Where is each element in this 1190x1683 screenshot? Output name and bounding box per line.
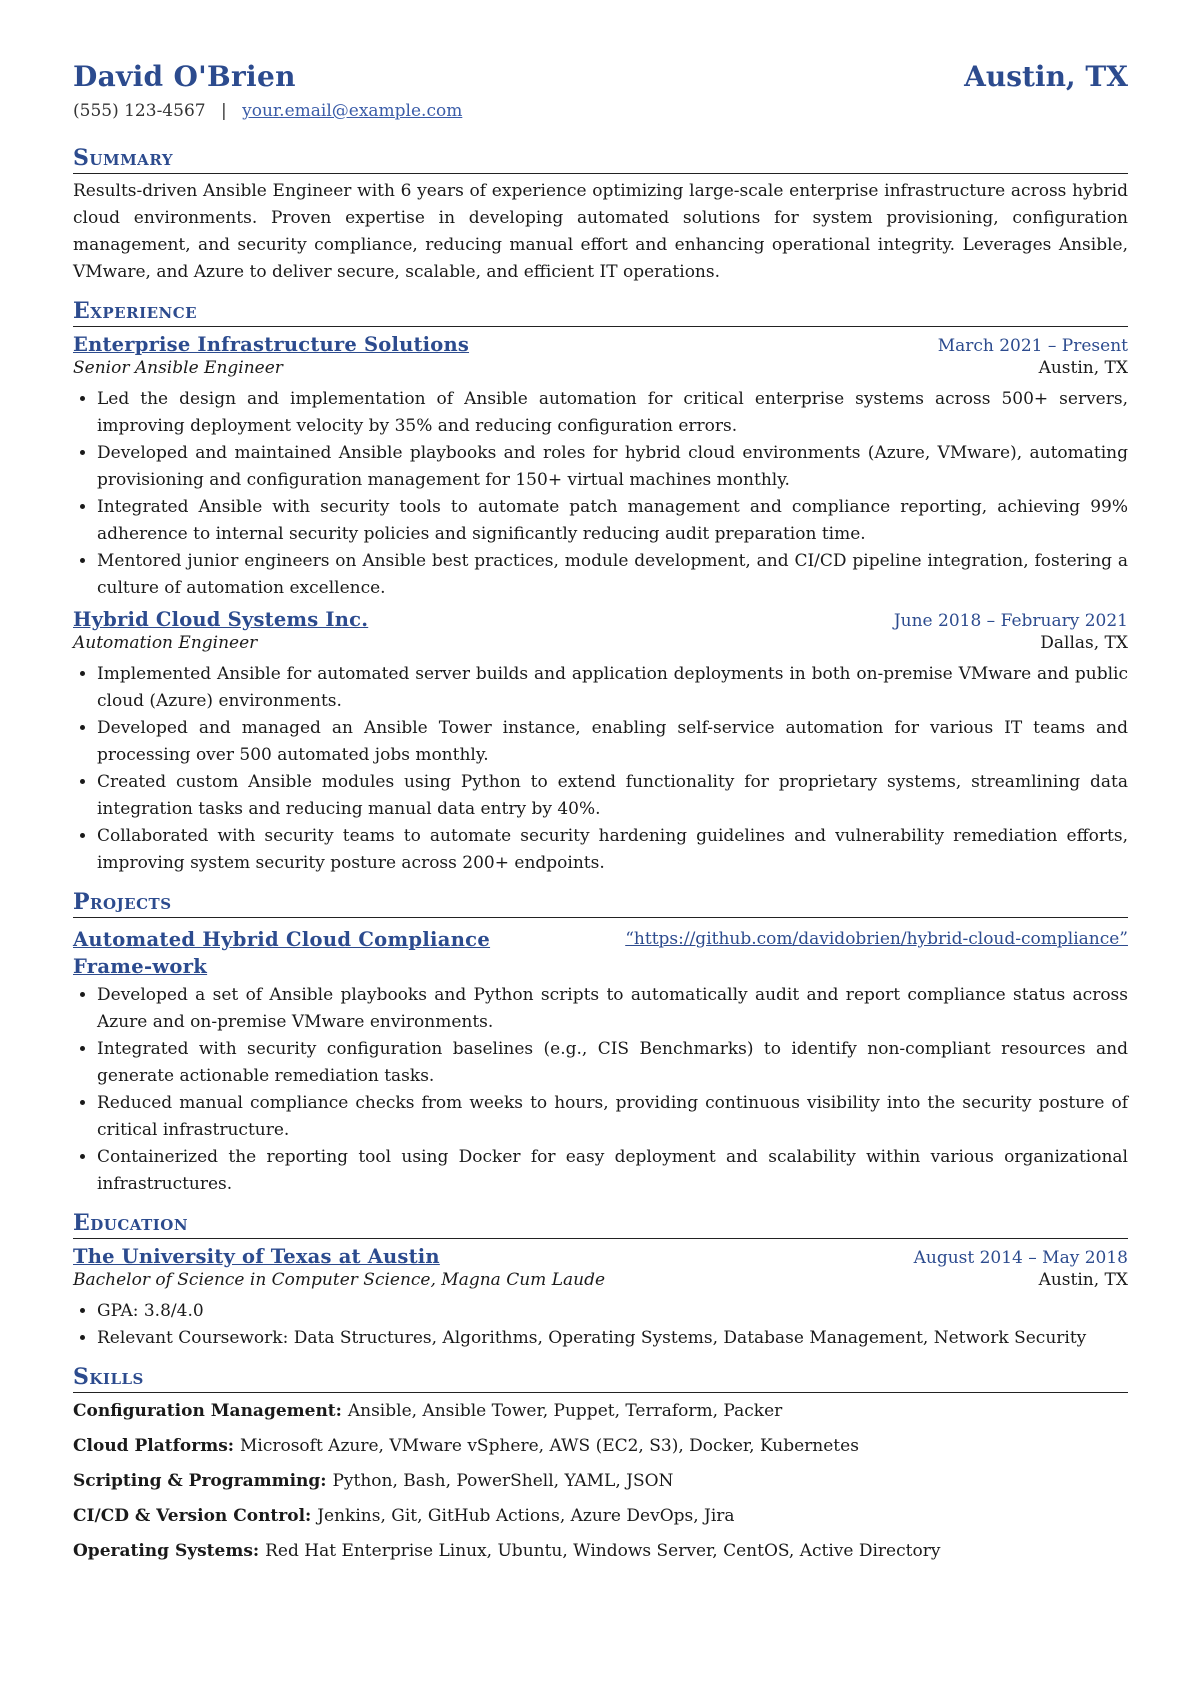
education-entry: [73, 1245, 1128, 1352]
bullet-item: • GPA: 3.8/4.0: [97, 1298, 1128, 1325]
project-bullets: [73, 982, 1128, 1198]
bullet-item: • Collaborated with security teams to automate security hardening guidelines and vulnerability remediation efforts, improving system security posture across 200+ endpoints.: [97, 823, 1128, 877]
job-title: Automation Engineer: [73, 633, 258, 653]
skill-values: Jenkins, Git, GitHub Actions, Azure DevOps, Jira: [317, 1506, 735, 1526]
bullet-item: • Integrated Ansible with security tools to automate patch management and compliance reporting, achieving 99% adherence to internal security policies and significantly reducing audit preparation time.: [97, 494, 1128, 548]
skill-line: [73, 1399, 1128, 1424]
candidate-name: David O'Brien: [73, 60, 296, 93]
bullet-item: • Developed and managed an Ansible Tower instance, enabling self-service automation for various IT teams and processing over 500 automated jobs monthly.: [97, 715, 1128, 769]
skill-line: [73, 1469, 1128, 1494]
skill-line: [73, 1539, 1128, 1564]
education-bullets: [73, 1298, 1128, 1352]
skill-category: Operating Systems:: [73, 1541, 266, 1561]
bullet-item: • Mentored junior engineers on Ansible best practices, module development, and CI/CD pipeline integration, fostering a culture of automation excellence.: [97, 548, 1128, 602]
job-title: Senior Ansible Engineer: [73, 358, 283, 378]
experience-entry: [73, 333, 1128, 602]
bullet-item: • Relevant Coursework: Data Structures, Algorithms, Operating Systems, Database Management, Network Security: [97, 1325, 1128, 1352]
skills-list: [73, 1399, 1128, 1564]
job-location: Dallas, TX: [1040, 633, 1128, 653]
company-link[interactable]: Enterprise Infrastructure Solutions: [73, 333, 470, 356]
section-title-skills: Skills: [73, 1362, 1128, 1393]
bullet-item: • Led the design and implementation of Ansible automation for critical enterprise systems across 500+ servers, improving deployment velocity by 35% and reducing configuration errors.: [97, 386, 1128, 440]
skill-category: Scripting & Programming:: [73, 1471, 333, 1491]
experience-entry: [73, 608, 1128, 877]
school-link[interactable]: The University of Texas at Austin: [73, 1245, 440, 1268]
email-link[interactable]: your.email@example.com: [242, 101, 463, 121]
bullet-item: • Integrated with security configuration baselines (e.g., CIS Benchmarks) to identify non-compliant resources and generate actionable remediation tasks.: [97, 1036, 1128, 1090]
job-bullets: [73, 386, 1128, 602]
job-dates: June 2018 – February 2021: [893, 611, 1128, 631]
job-location: Austin, TX: [1038, 358, 1128, 378]
skill-values: Microsoft Azure, VMware vSphere, AWS (EC2, S3), Docker, Kubernetes: [239, 1436, 859, 1456]
project-url-link[interactable]: “https://github.com/davidobrien/hybrid-cloud-compliance”: [625, 929, 1128, 949]
resume-page: [73, 60, 1128, 1564]
contact-line: [73, 101, 1128, 121]
school-location: Austin, TX: [1038, 1270, 1128, 1290]
section-title-experience: Experience: [73, 296, 1128, 327]
bullet-item: • Created custom Ansible modules using Python to extend functionality for proprietary systems, streamlining data integration tasks and reducing manual data entry by 40%.: [97, 769, 1128, 823]
section-title-summary: Summary: [73, 143, 1128, 174]
job-dates: March 2021 – Present: [937, 336, 1128, 356]
phone-number: (555) 123-4567: [73, 101, 206, 121]
resume-header: [73, 60, 1128, 93]
education-dates: August 2014 – May 2018: [913, 1248, 1128, 1268]
skill-values: Ansible, Ansible Tower, Puppet, Terraform, Packer: [347, 1401, 783, 1421]
skill-category: Configuration Management:: [73, 1401, 348, 1421]
candidate-location: Austin, TX: [964, 60, 1128, 93]
project-title-link[interactable]: Automated Hybrid Cloud Compliance Frame-work: [73, 928, 491, 978]
bullet-item: • Reduced manual compliance checks from weeks to hours, providing continuous visibility into the security posture of critical infrastructure.: [97, 1090, 1128, 1144]
company-link[interactable]: Hybrid Cloud Systems Inc.: [73, 608, 369, 631]
skill-line: [73, 1434, 1128, 1459]
degree: Bachelor of Science in Computer Science, Magna Cum Laude: [73, 1270, 606, 1290]
bullet-item: • Developed and maintained Ansible playbooks and roles for hybrid cloud environments (Azure, VMware), automating provisioning and configuration management for 150+ virtual machines monthly.: [97, 440, 1128, 494]
skill-category: CI/CD & Version Control:: [73, 1506, 318, 1526]
skill-values: Python, Bash, PowerShell, YAML, JSON: [332, 1471, 674, 1491]
bullet-item: • Containerized the reporting tool using Docker for easy deployment and scalability within various organizational infrastructures.: [97, 1144, 1128, 1198]
section-title-projects: Projects: [73, 887, 1128, 918]
skill-line: [73, 1504, 1128, 1529]
project-entry: [73, 926, 1128, 1198]
bullet-item: • Implemented Ansible for automated server builds and application deployments in both on-premise VMware and public cloud (Azure) environments.: [97, 661, 1128, 715]
contact-separator: |: [220, 101, 227, 121]
summary-text: Results-driven Ansible Engineer with 6 years of experience optimizing large-scale enterprise infrastructure across hybrid cloud environments. Proven expertise in developing automated solutions for system provisioning, configuration management, and security compliance, reducing manual effort and enhancing operational integrity. Leverages Ansible, VMware, and Azure to deliver secure, scalable, and efficient IT operations.: [73, 181, 1128, 282]
bullet-item: • Developed a set of Ansible playbooks and Python scripts to automatically audit and report compliance status across Azure and on-premise VMware environments.: [97, 982, 1128, 1036]
skill-values: Red Hat Enterprise Linux, Ubuntu, Windows Server, CentOS, Active Directory: [265, 1541, 941, 1561]
section-title-education: Education: [73, 1208, 1128, 1239]
job-bullets: [73, 661, 1128, 877]
skill-category: Cloud Platforms:: [73, 1436, 240, 1456]
